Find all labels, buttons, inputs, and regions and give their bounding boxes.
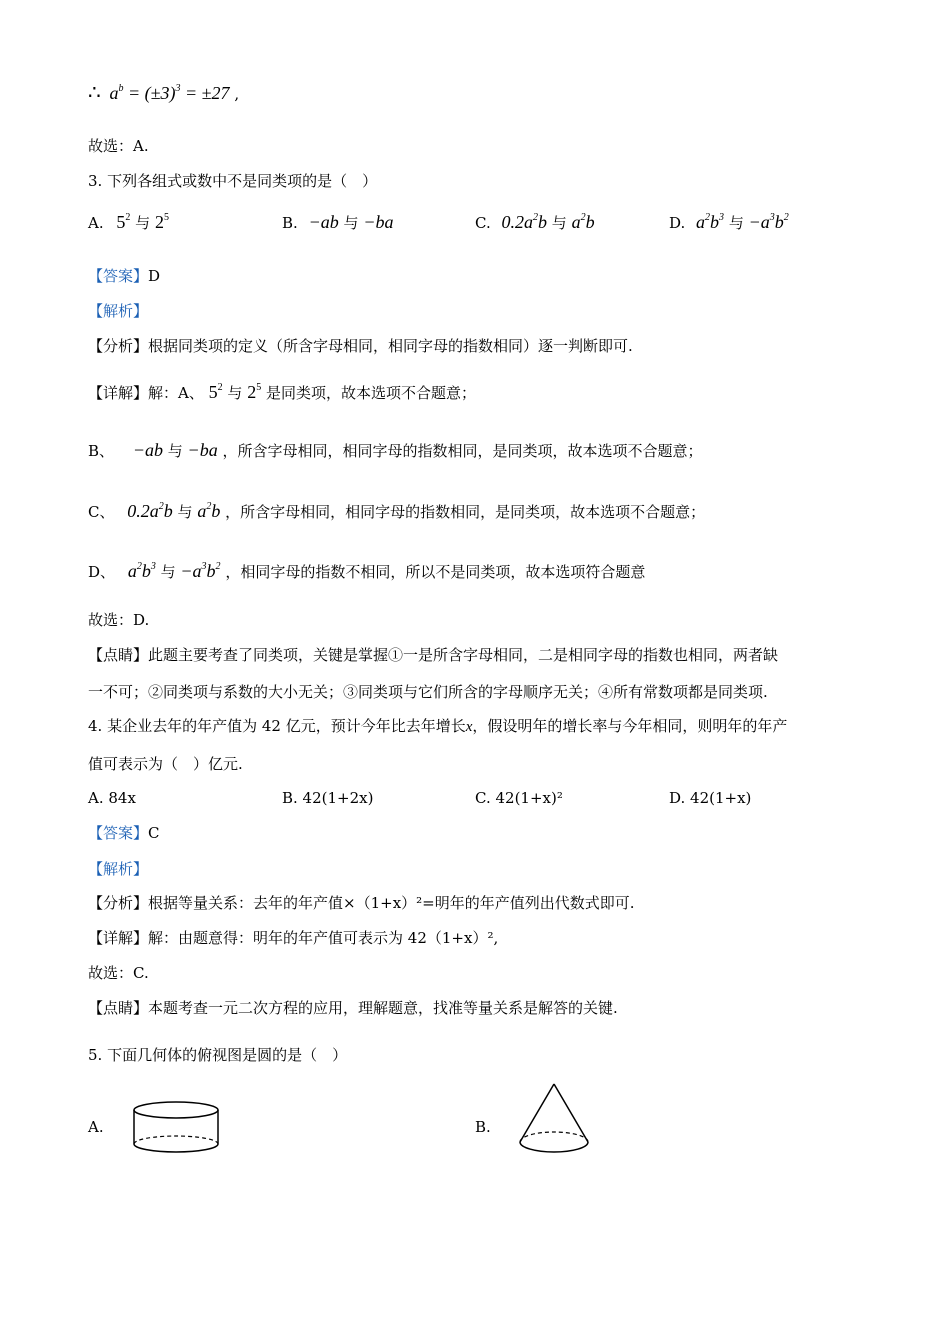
q3-dianjing-2: 一不可；②同类项与系数的大小无关；③同类项与它们所含的字母顺序无关；④所有常数项都是同类项. — [88, 683, 768, 701]
q3-xiangjie-c: C、 $0.2a^2b$ 与 $a^2b$ ，所含字母相同，相同字母的指数相同，是同类项，故本选项不合题意； — [88, 501, 706, 521]
q4-fenxi: 【分析】根据等量关系：去年的年产值×（1+x）²=明年的年产值列出代数式即可. — [88, 894, 635, 912]
q4-option-c: C. 42(1+x)² — [475, 789, 563, 807]
q3-option-b: B. −ab 与 −ba — [282, 212, 394, 232]
q3-option-c: C. $0.2a^2b$ 与 $a^2b$ — [475, 212, 595, 232]
therefore-line — [88, 82, 239, 104]
q3-jiexi: 【解析】 — [88, 302, 149, 320]
q3-answer: 【答案】D — [88, 267, 161, 285]
q4-xiangjie: 【详解】解：由题意得：明年的年产值可表示为 42（1+x）², — [88, 929, 499, 947]
q4-answer: 【答案】C — [88, 824, 160, 842]
q3-xiangjie-d: D、 $a^2b^3$ 与 $-a^3b^2$ ，相同字母的指数不相同，所以不是同类项，故本选项符合题意 — [88, 561, 646, 581]
q3-title: 3. 下列各组式或数中不是同类项的是（ ） — [88, 172, 378, 190]
q4-option-d: D. 42(1+x) — [669, 789, 752, 807]
guxuan-1: 故选：A. — [88, 137, 149, 155]
q3-xiangjie-a: 【详解】解：A、 $5^2$ 与 $2^5$ 是同类项，故本选项不合题意； — [88, 382, 477, 402]
q4-title-1: 4. 某企业去年的年产值为 42 亿元，预计今年比去年增长x，假设明年的增长率与今年相同，则明年的年产 — [88, 717, 788, 735]
q5-option-b-label: B. — [475, 1118, 491, 1136]
q4-option-b: B. 42(1+2x) — [282, 789, 374, 807]
q5-option-a-label: A. — [88, 1118, 104, 1136]
q3-option-d: D. $a^2b^3$ 与 $-a^3b^2$ — [669, 212, 789, 232]
power-expression: $a^b = (\pm 3)^3 = \pm 27$ — [109, 83, 230, 103]
q4-guxuan: 故选：C. — [88, 964, 149, 982]
q5-title: 5. 下面几何体的俯视图是圆的是（ ） — [88, 1046, 348, 1064]
cone-figure — [512, 1078, 596, 1162]
q3-option-a: A. $5^2$ 与 $2^5$ — [88, 212, 169, 232]
therefore-tail: , — [234, 85, 240, 103]
q4-dianjing: 【点睛】本题考查一元二次方程的应用，理解题意，找准等量关系是解答的关键. — [88, 999, 618, 1017]
therefore-symbol: ∴ — [88, 80, 101, 104]
q4-title-2: 值可表示为（ ）亿元. — [88, 755, 243, 773]
q4-jiexi: 【解析】 — [88, 860, 149, 878]
q3-fenxi: 【分析】根据同类项的定义（所含字母相同，相同字母的指数相同）逐一判断即可. — [88, 337, 633, 355]
cylinder-figure — [128, 1098, 224, 1158]
q3-dianjing-1: 【点睛】此题主要考查了同类项，关键是掌握①一是所含字母相同，二是相同字母的指数也相同，两者缺 — [88, 646, 779, 664]
q3-xiangjie-b: B、 −ab 与 −ba ，所含字母相同，相同字母的指数相同，是同类项，故本选项不合题意； — [88, 440, 703, 460]
q3-guxuan: 故选：D. — [88, 611, 150, 629]
q4-option-a: A. 84x — [88, 789, 136, 807]
